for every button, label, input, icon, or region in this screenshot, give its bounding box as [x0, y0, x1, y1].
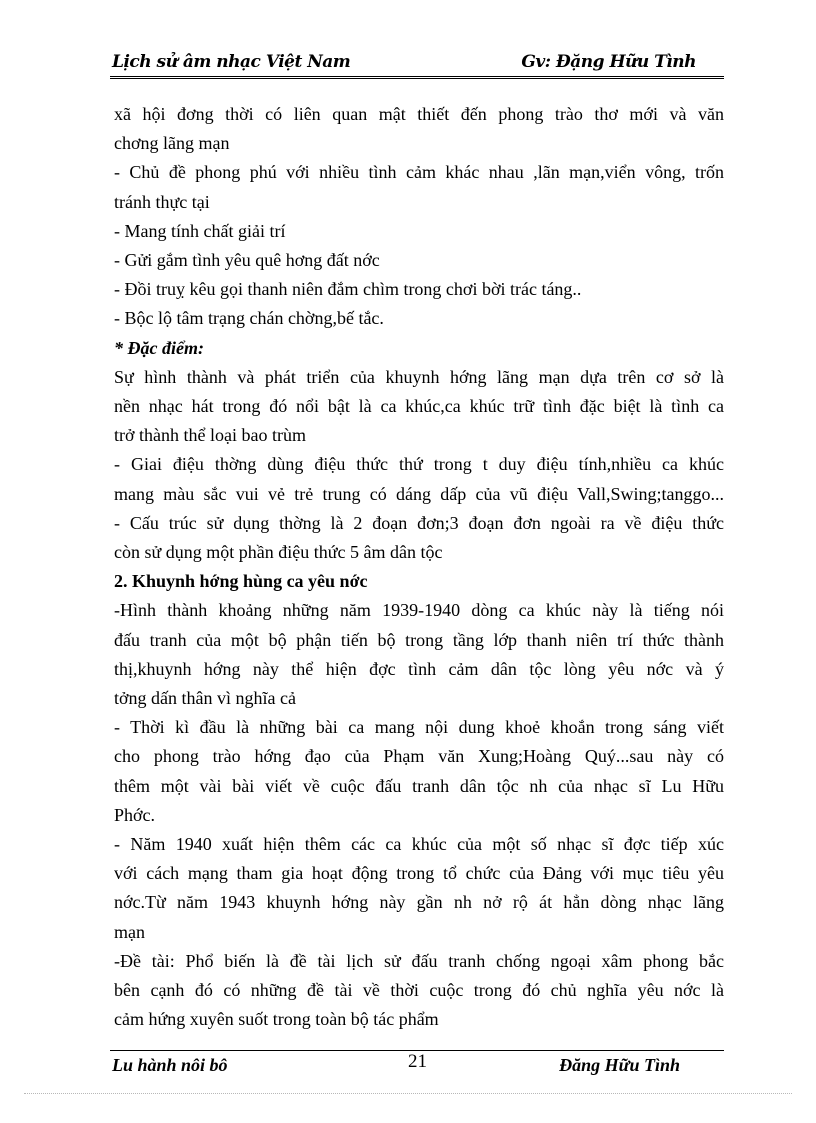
header-teacher-name: Gv: Đặng Hữu Tình	[521, 52, 696, 72]
text-line: chơng lãng mạn	[114, 133, 230, 154]
text-line: - Giai điệu thờng dùng điệu thức thứ trong t duy điệu tính,nhiều ca khúc	[114, 454, 724, 475]
section-subheading: * Đặc điểm:	[114, 337, 204, 358]
text-line: cảm hứng xuyên suốt trong toàn bộ tác phẩm	[114, 1009, 439, 1030]
text-line: bên cạnh đó có những đề tài về thời cuộc trong đó chủ nghĩa yêu nớc là	[114, 980, 724, 1001]
page-break-divider	[24, 1093, 792, 1094]
text-line: xã hội đơng thời có liên quan mật thiết đến phong trào thơ mới và văn	[114, 104, 724, 124]
text-line: trở thành thể loại bao trùm	[114, 425, 306, 446]
text-line: - Gửi gắm tình yêu quê hơng đất nớc	[114, 250, 380, 271]
text-line: đấu tranh của một bộ phận tiến bộ trong tầng lớp thanh niên trí thức thành	[114, 629, 724, 650]
page-footer	[110, 1050, 724, 1081]
text-line: còn sử dụng một phần điệu thức 5 âm dân tộc	[114, 542, 443, 563]
text-line: Phớc.	[114, 804, 156, 825]
text-line: thị,khuynh hớng này thể hiện đợc tình cảm dân tộc lòng yêu nớc và ý	[114, 658, 724, 679]
text-line: Sự hình thành và phát triển của khuynh hớng lãng mạn dựa trên cơ sở là	[114, 366, 724, 387]
page-number: 21	[408, 1051, 427, 1072]
text-line: - Năm 1940 xuất hiện thêm các ca khúc của một số nhạc sĩ đợc tiếp xúc	[114, 834, 724, 855]
text-line: cho phong trào hớng đạo của Phạm văn Xung;Hoàng Quý...sau này có	[114, 746, 724, 767]
text-line: mạn	[114, 921, 145, 942]
text-line: nớc.Từ năm 1943 khuynh hớng này gần nh nở rộ át hẳn dòng nhạc lãng	[114, 892, 724, 913]
page-header	[110, 50, 724, 79]
text-line: - Chủ đề phong phú với nhiều tình cảm khác nhau ,lãn mạn,viển vông, trốn	[114, 162, 724, 183]
text-line: thêm một vài bài viết về cuộc đấu tranh dân tộc nh của nhạc sĩ Lu Hữu	[114, 775, 724, 796]
section-heading: 2. Khuynh hớng hùng ca yêu nớc	[114, 571, 368, 592]
text-line: tránh thực tại	[114, 191, 210, 212]
text-line: - Mang tính chất giải trí	[114, 220, 286, 241]
text-line: -Hình thành khoảng những năm 1939-1940 dòng ca khúc này là tiếng nói	[114, 600, 724, 621]
text-line: nền nhạc hát trong đó nổi bật là ca khúc,ca khúc trữ tình đặc biệt là tình ca	[114, 396, 724, 417]
text-line: - Cấu trúc sử dụng thờng là 2 đoạn đơn;3 đoạn đơn ngoài ra về điệu thức	[114, 512, 724, 533]
text-line: - Bộc lộ tâm trạng chán chờng,bế tắc.	[114, 308, 384, 329]
footer-circulation-note: Lu hành nôi bô	[112, 1055, 228, 1075]
document-body	[114, 100, 724, 1035]
text-line: - Thời kì đầu là những bài ca mang nội dung khoẻ khoắn trong sáng viết	[114, 717, 724, 738]
header-course-title: Lịch sử âm nhạc Việt Nam	[112, 52, 351, 72]
text-line: tởng dấn thân vì nghĩa cả	[114, 688, 296, 709]
text-line: mang màu sắc vui vẻ trẻ trung có dáng dấp của vũ điệu Vall,Swing;tanggo...	[114, 483, 724, 504]
text-line: - Đồi truỵ kêu gọi thanh niên đắm chìm trong chơi bời trác táng..	[114, 279, 582, 300]
text-line: -Đề tài: Phổ biến là đề tài lịch sử đấu tranh chống ngoại xâm phong bắc	[114, 950, 724, 971]
footer-author-name: Đăng Hữu Tình	[559, 1055, 680, 1075]
text-line: với cách mạng tham gia hoạt động trong tổ chức của Đảng với mục tiêu yêu	[114, 863, 724, 884]
